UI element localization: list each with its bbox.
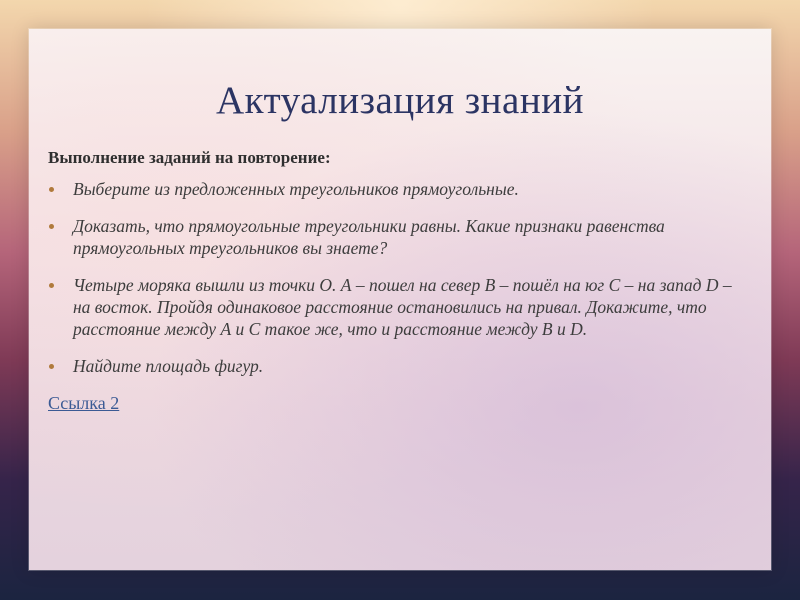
bullet-dot-icon bbox=[49, 283, 54, 288]
slide-content bbox=[48, 148, 738, 414]
intro-heading: Выполнение заданий на повторение: bbox=[48, 148, 331, 167]
bullet-dot-icon bbox=[49, 224, 54, 229]
task-text: Выберите из предложенных треугольников прямоугольные. bbox=[73, 179, 519, 199]
task-text: Найдите площадь фигур. bbox=[73, 356, 264, 376]
task-item bbox=[48, 178, 738, 200]
task-list bbox=[48, 178, 738, 377]
task-item bbox=[48, 274, 738, 340]
slide-panel bbox=[29, 29, 771, 570]
slide-title: Актуализация знаний bbox=[216, 79, 584, 122]
bullet-dot-icon bbox=[49, 364, 54, 369]
task-item bbox=[48, 215, 738, 259]
reference-link[interactable]: Ссылка 2 bbox=[48, 393, 120, 413]
task-text: Четыре моряка вышли из точки О. А – пошел на север В – пошёл на юг С – на запад D – на восток. Пройдя одинаковое расстояние остановились на привал. Докажите, что расстояние между А и С такое же, что и расстояние между В и D. bbox=[73, 275, 732, 339]
task-item bbox=[48, 355, 738, 377]
bullet-dot-icon bbox=[49, 187, 54, 192]
task-text: Доказать, что прямоугольные треугольники равны. Какие признаки равенства прямоугольных треугольников вы знаете? bbox=[73, 216, 665, 258]
